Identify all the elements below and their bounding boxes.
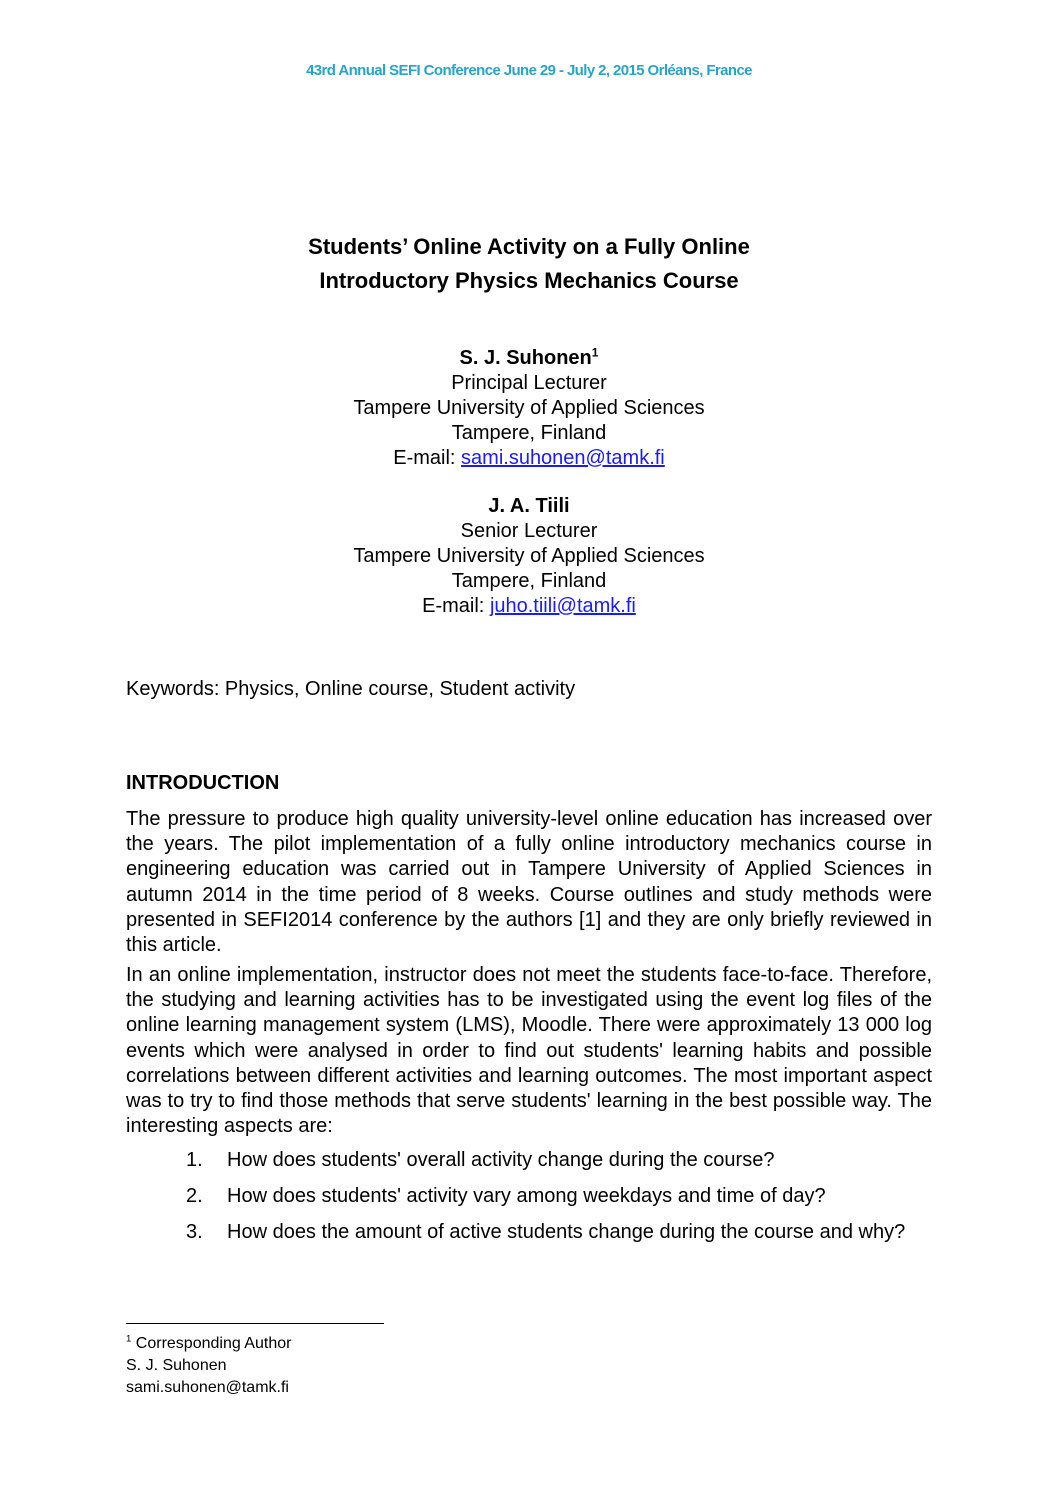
list-item: 1. How does students' overall activity change during the course? — [186, 1149, 775, 1171]
author-email-link[interactable]: juho.tiili@tamk.fi — [489, 595, 636, 617]
paper-title-line-2: Introductory Physics Mechanics Course — [319, 268, 739, 293]
author-block-2 — [0, 494, 1058, 619]
author-role: Senior Lecturer — [460, 520, 598, 542]
footnote-email: sami.suhonen@tamk.fi — [126, 1379, 289, 1396]
author-location: Tampere, Finland — [451, 422, 607, 444]
author-role: Principal Lecturer — [451, 372, 607, 394]
section-heading-introduction: INTRODUCTION — [126, 772, 280, 794]
author-email-link[interactable]: sami.suhonen@tamk.fi — [461, 447, 665, 469]
intro-paragraph-1: The pressure to produce high quality university-level online education has increased over the years. The pilot implementation of a fully online introductory mechanics course in engineering education was carried out in Tampere University of Applied Sciences in autumn 2014 in the time period of 8 weeks. Course outlines and study methods were presented in SEFI2014 conference by the authors [1] and they are only briefly reviewed in this article. — [126, 808, 932, 957]
author-name: S. J. Suhonen$^1$ — [459, 345, 599, 369]
author-email-line: E-mail: sami.suhonen@tamk.fi — [393, 447, 665, 469]
author-location: Tampere, Finland — [451, 570, 607, 592]
footnote-label: $^1$ Corresponding Author — [126, 1333, 292, 1352]
author-institution: Tampere University of Applied Sciences — [353, 545, 705, 567]
author-block-1 — [0, 346, 1058, 471]
footnote-divider — [126, 1323, 384, 1324]
keywords: Keywords: Physics, Online course, Student activity — [126, 678, 576, 700]
intro-paragraph-2: In an online implementation, instructor does not meet the students face-to-face. Therefore, the studying and learning activities has to be investigated using the event log files of the online learning management system (LMS), Moodle. There were approximately 13 000 log events which were analysed in order to find out students' learning habits and possible correlations between different activities and learning outcomes. The most important aspect was to try to find those methods that serve students' learning in the best possible way. The interesting aspects are: — [126, 964, 932, 1138]
footnote-name: S. J. Suhonen — [126, 1357, 227, 1374]
list-item: 2. How does students' activity vary among weekdays and time of day? — [186, 1185, 826, 1207]
footnote — [126, 1333, 291, 1399]
author-email-line: E-mail: juho.tiili@tamk.fi — [422, 595, 636, 617]
footnote-mark: 1 — [591, 345, 599, 360]
paper-title-line-1: Students’ Online Activity on a Fully Online — [308, 234, 750, 259]
list-item: 3. How does the amount of active students change during the course and why? — [186, 1221, 906, 1243]
questions-list — [186, 1148, 932, 1256]
author-name: J. A. Tiili — [488, 495, 570, 517]
author-institution: Tampere University of Applied Sciences — [353, 397, 705, 419]
conference-header: 43rd Annual SEFI Conference June 29 - July 2, 2015 Orléans, France — [306, 62, 752, 79]
